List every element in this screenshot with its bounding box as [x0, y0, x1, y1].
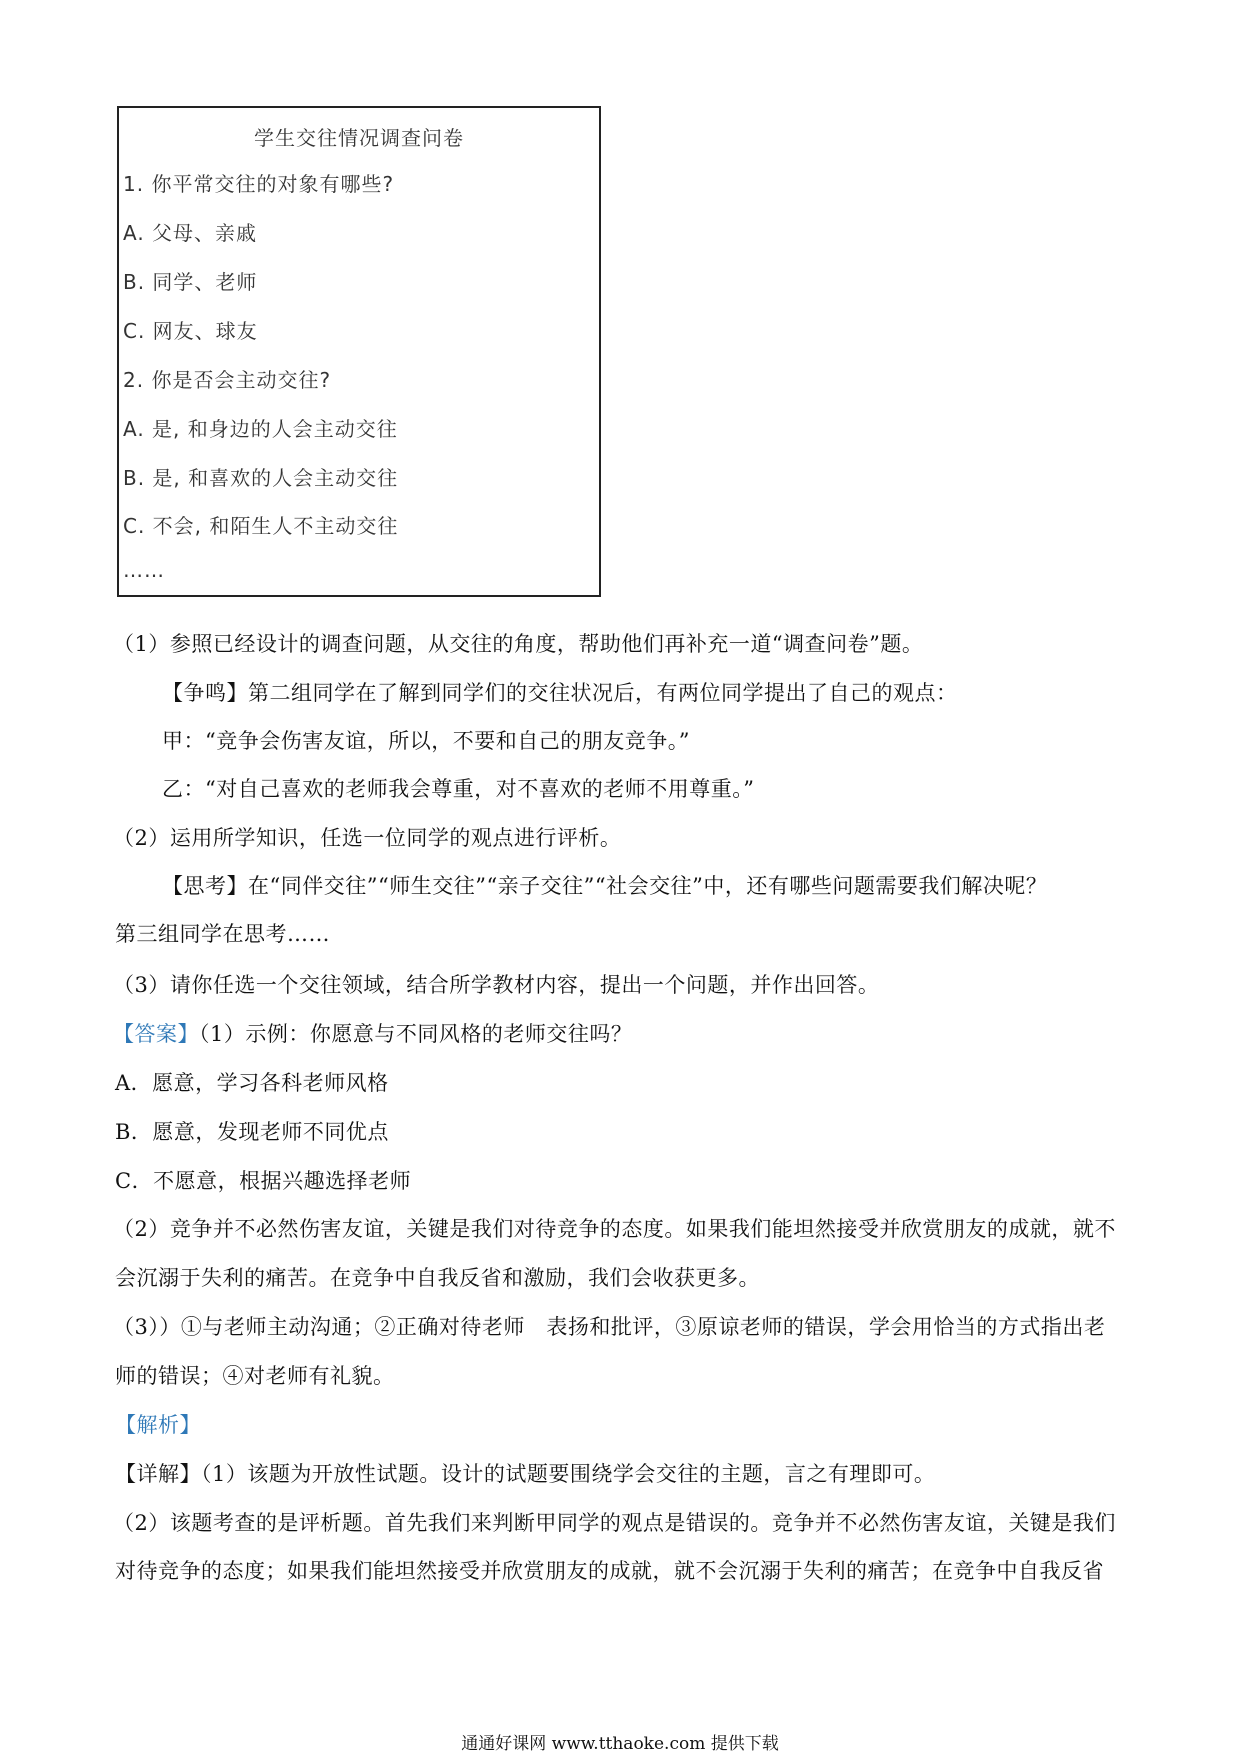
answer-3-line-2: 师的错误；④对老师有礼貌。: [115, 1364, 395, 1388]
answer-option-a: A．愿意，学习各科老师风格: [115, 1071, 389, 1095]
survey-line: 2. 你是否会主动交往?: [123, 368, 332, 392]
footer-credit: 通通好课网 www.tthaoke.com 提供下载: [461, 1734, 779, 1754]
answer-option-b: B．愿意，发现老师不同优点: [115, 1120, 389, 1144]
student-jia-view: 甲：“竞争会伤害友谊，所以，不要和自己的朋友竞争。”: [162, 729, 690, 753]
detail-2-line-2: 对待竞争的态度；如果我们能坦然接受并欣赏朋友的成就，就不会沉溺于失利的痛苦；在竞争中自我反省: [115, 1559, 1104, 1583]
detail-2-line-1: （2）该题考查的是评析题。首先我们来判断甲同学的观点是错误的。竞争并不必然伤害友谊，关键是我们: [113, 1511, 1116, 1535]
answer-3-line-1: （3））①与老师主动沟通；②正确对待老师 表扬和批评，③原谅老师的错误，学会用恰当的方式指出老: [113, 1315, 1106, 1339]
survey-questionnaire-box: [117, 106, 601, 597]
answer-tag: 【答案】: [113, 1022, 199, 1046]
answer-2-line-1: （2）竞争并不必然伤害友谊，关键是我们对待竞争的态度。如果我们能坦然接受并欣赏朋友的成就，就不: [113, 1217, 1116, 1241]
survey-line: 1. 你平常交往的对象有哪些?: [123, 172, 395, 196]
answer-2-line-2: 会沉溺于失利的痛苦。在竞争中自我反省和激励，我们会收获更多。: [115, 1266, 760, 1290]
survey-line: A. 是, 和身边的人会主动交往: [123, 417, 398, 441]
question-1: （1）参照已经设计的调查问题，从交往的角度，帮助他们再补充一道“调查问卷”题。: [113, 632, 924, 656]
think-prompt-continued: 第三组同学在思考……: [115, 922, 330, 946]
survey-line: A. 父母、亲戚: [123, 221, 258, 245]
survey-line: B. 是, 和喜欢的人会主动交往: [123, 466, 399, 490]
answer-1: （1）示例：你愿意与不同风格的老师交往吗？: [199, 1022, 633, 1046]
debate-intro: 【争鸣】第二组同学在了解到同学们的交往状况后，有两位同学提出了自己的观点：: [162, 681, 958, 705]
survey-line: B. 同学、老师: [123, 270, 258, 294]
answer-section: [113, 1018, 632, 1048]
answer-option-c: C．不愿意，根据兴趣选择老师: [115, 1169, 412, 1193]
question-3: （3）请你任选一个交往领域，结合所学教材内容，提出一个问题，并作出回答。: [113, 973, 880, 997]
student-yi-view: 乙：“对自己喜欢的老师我会尊重，对不喜欢的老师不用尊重。”: [162, 777, 755, 801]
analysis-tag: 【解析】: [115, 1413, 201, 1437]
detail-1: 【详解】（1）该题为开放性试题。设计的试题要围绕学会交往的主题，言之有理即可。: [115, 1462, 936, 1486]
survey-line: C. 不会, 和陌生人不主动交往: [123, 514, 399, 538]
survey-title: 学生交往情况调查问卷: [254, 126, 464, 150]
survey-line: C. 网友、球友: [123, 319, 258, 343]
think-prompt: 【思考】在“同伴交往”“师生交往”“亲子交往”“社会交往”中，还有哪些问题需要我们解决呢？: [162, 874, 1048, 898]
question-2: （2）运用所学知识，任选一位同学的观点进行评析。: [113, 826, 622, 850]
survey-line: ……: [123, 558, 165, 582]
